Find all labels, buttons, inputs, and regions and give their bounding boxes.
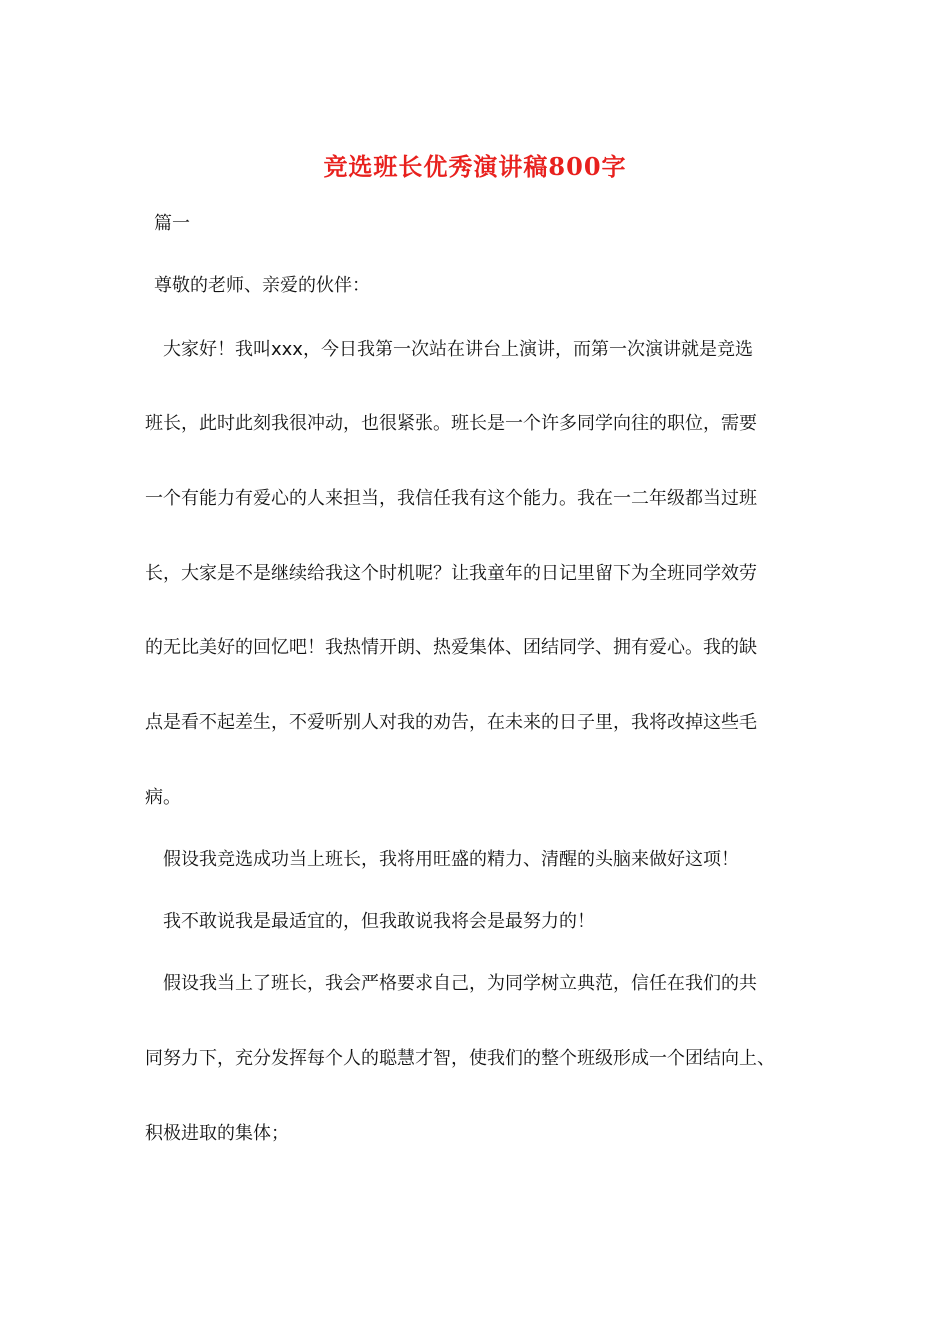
document-title: 竞选班长优秀演讲稿800字 xyxy=(323,152,627,181)
paragraph-line: 点是看不起差生，不爱听别人对我的劝告，在未来的日子里，我将改掉这些毛 xyxy=(145,712,757,733)
paragraph-line: 我不敢说我是最适宜的，但我敢说我将会是最努力的！ xyxy=(163,911,595,932)
salutation: 尊敬的老师、亲爱的伙伴： xyxy=(154,275,370,296)
paragraph-line: 积极进取的集体； xyxy=(145,1123,289,1144)
paragraph-line: 假设我当上了班长，我会严格要求自己，为同学树立典范，信任在我们的共 xyxy=(163,973,757,994)
paragraph-line: 班长，此时此刻我很冲动，也很紧张。班长是一个许多同学向往的职位，需要 xyxy=(145,413,757,434)
paragraph-line: 长，大家是不是继续给我这个时机呢？让我童年的日记里留下为全班同学效劳 xyxy=(145,563,757,584)
section-heading: 篇一 xyxy=(154,213,190,234)
paragraph-line: 的无比美好的回忆吧！我热情开朗、热爱集体、团结同学、拥有爱心。我的缺 xyxy=(145,637,757,658)
paragraph-line: 病。 xyxy=(145,787,181,808)
paragraph-line: 一个有能力有爱心的人来担当，我信任我有这个能力。我在一二年级都当过班 xyxy=(145,488,757,509)
paragraph-line: 假设我竞选成功当上班长，我将用旺盛的精力、清醒的头脑来做好这项！ xyxy=(163,849,739,870)
paragraph-line: 同努力下，充分发挥每个人的聪慧才智，使我们的整个班级形成一个团结向上、 xyxy=(145,1048,775,1069)
paragraph-line: 大家好！我叫xxx，今日我第一次站在讲台上演讲，而第一次演讲就是竞选 xyxy=(163,339,753,360)
